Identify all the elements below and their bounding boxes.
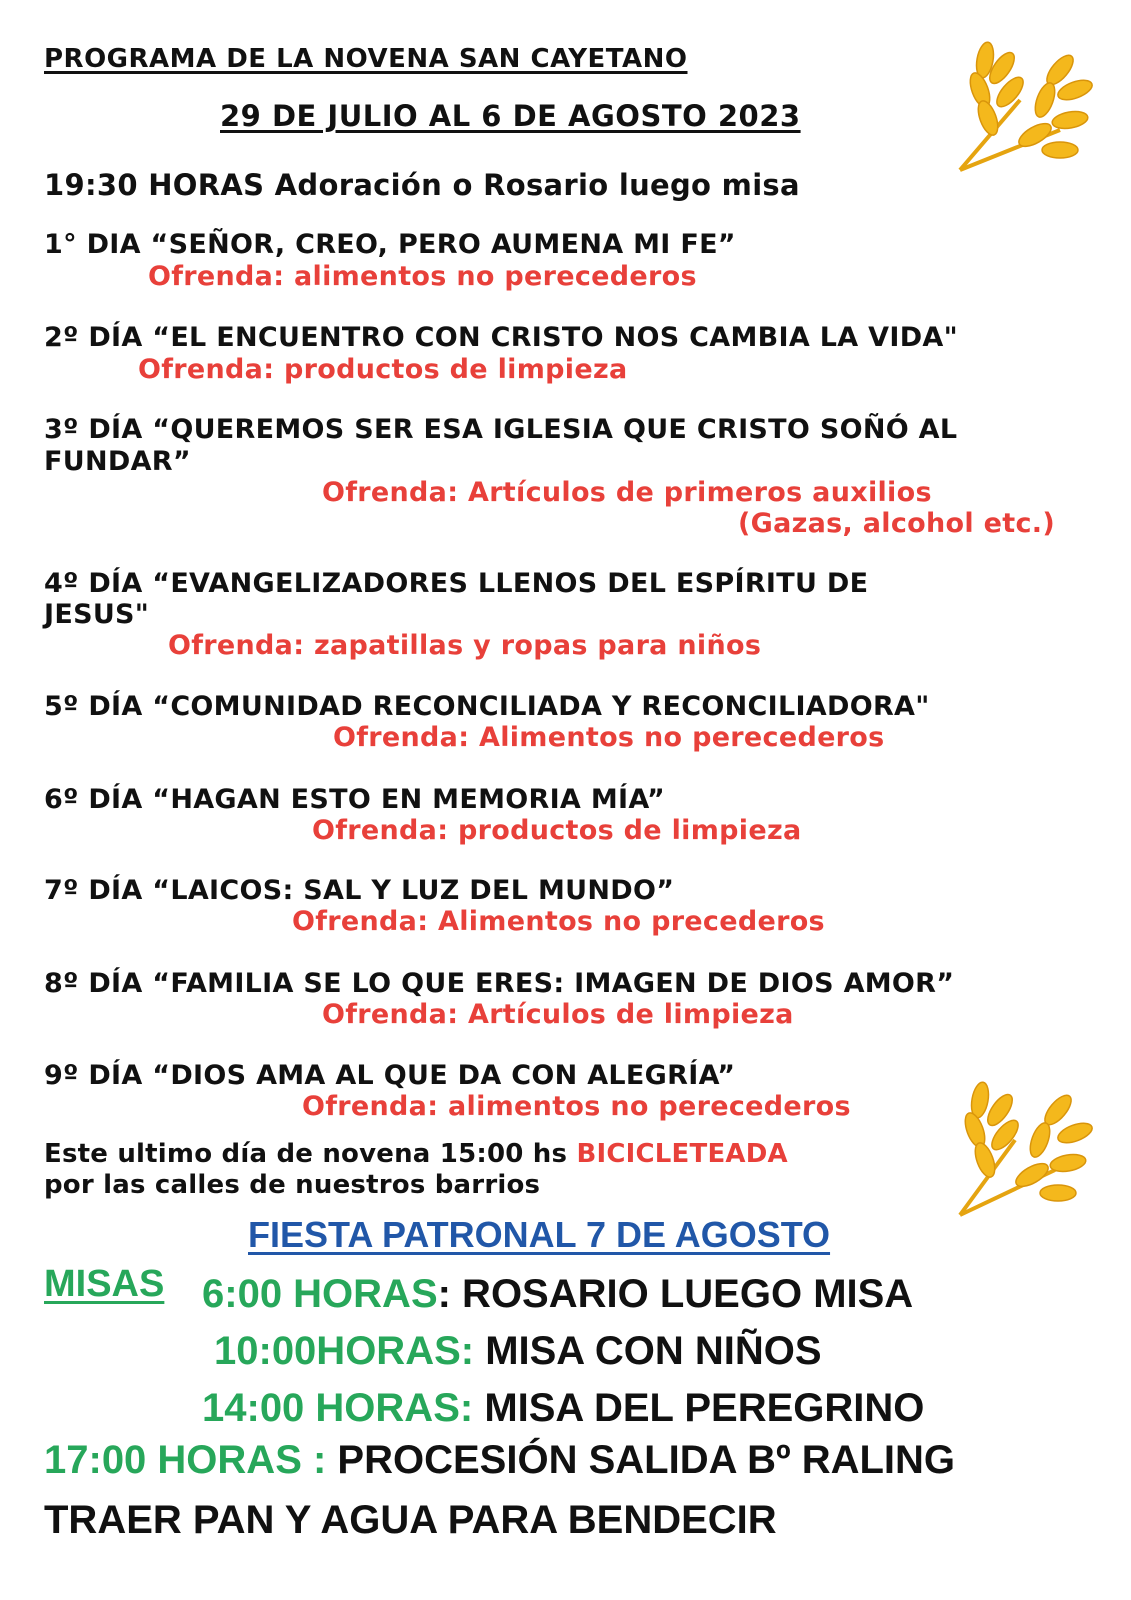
mass-desc: MISA CON NIÑOS: [474, 1329, 822, 1373]
day-4-title: 4º DÍA “EVANGELIZADORES LLENOS DEL ESPÍRITU DE: [44, 568, 869, 599]
day-1-title: 1° DIA “SEÑOR, CREO, PERO AUMENA MI FE”: [44, 229, 736, 260]
last-day-text: Este ultimo día de novena 15:00 hs: [44, 1139, 577, 1169]
day-9-ofrenda: Ofrenda: alimentos no perecederos: [302, 1091, 851, 1122]
fiesta-title: FIESTA PATRONAL 7 DE AGOSTO: [248, 1214, 831, 1255]
day-4-title-cont: JESUS": [44, 599, 150, 630]
footer-note: TRAER PAN Y AGUA PARA BENDECIR: [44, 1498, 777, 1542]
misas-label: MISAS: [44, 1263, 165, 1305]
schedule-line: 19:30 HORAS Adoración o Rosario luego misa: [44, 168, 800, 202]
day-5-ofrenda: Ofrenda: Alimentos no perecederos: [333, 722, 885, 753]
bicicleteada-highlight: BICICLETEADA: [576, 1139, 788, 1169]
mass-time: 6:00 HORAS: [202, 1272, 438, 1316]
day-8-title: 8º DÍA “FAMILIA SE LO QUE ERES: IMAGEN DE DIOS AMOR”: [44, 968, 955, 999]
mass-desc: MISA DEL PEREGRINO: [473, 1386, 925, 1430]
mass-time: 10:00HORAS:: [214, 1329, 475, 1373]
day-3-title-cont: FUNDAR”: [44, 446, 191, 477]
mass-time: 17:00 HORAS :: [44, 1438, 338, 1482]
mass-item-2: [214, 1329, 822, 1374]
mass-desc: : ROSARIO LUEGO MISA: [437, 1272, 914, 1316]
day-4-ofrenda: Ofrenda: zapatillas y ropas para niños: [168, 630, 762, 661]
day-5-title: 5º DÍA “COMUNIDAD RECONCILIADA Y RECONCILIADORA": [44, 691, 930, 722]
day-6-title: 6º DÍA “HAGAN ESTO EN MEMORIA MÍA”: [44, 784, 666, 815]
mass-time: 14:00 HORAS:: [202, 1386, 474, 1430]
day-3-ofrenda-extra: (Gazas, alcohol etc.): [738, 508, 1055, 539]
mass-item-1: [202, 1272, 913, 1317]
mass-desc: PROCESIÓN SALIDA Bº RALING: [337, 1438, 956, 1482]
day-8-ofrenda: Ofrenda: Artículos de limpieza: [322, 999, 794, 1030]
day-3-title: 3º DÍA “QUEREMOS SER ESA IGLESIA QUE CRISTO SOÑÓ AL: [44, 414, 958, 445]
last-day-line: [44, 1139, 788, 1169]
last-day-line-2: por las calles de nuestros barrios: [44, 1170, 541, 1200]
mass-item-3: [202, 1386, 924, 1431]
program-title: PROGRAMA DE LA NOVENA SAN CAYETANO: [44, 44, 688, 74]
day-2-title: 2º DÍA “EL ENCUENTRO CON CRISTO NOS CAMBIA LA VIDA": [44, 322, 958, 353]
mass-item-4: [44, 1438, 955, 1483]
day-2-ofrenda: Ofrenda: productos de limpieza: [138, 354, 628, 385]
day-3-ofrenda: Ofrenda: Artículos de primeros auxilios: [322, 477, 932, 508]
program-dates: 29 DE JULIO AL 6 DE AGOSTO 2023: [220, 99, 801, 133]
wheat-icon: [940, 1075, 1100, 1225]
wheat-icon: [940, 30, 1100, 190]
day-7-ofrenda: Ofrenda: Alimentos no precederos: [292, 906, 825, 937]
day-7-title: 7º DÍA “LAICOS: SAL Y LUZ DEL MUNDO”: [44, 875, 675, 906]
day-9-title: 9º DÍA “DIOS AMA AL QUE DA CON ALEGRÍA”: [44, 1060, 736, 1091]
day-1-ofrenda: Ofrenda: alimentos no perecederos: [148, 261, 697, 292]
day-6-ofrenda: Ofrenda: productos de limpieza: [312, 815, 802, 846]
